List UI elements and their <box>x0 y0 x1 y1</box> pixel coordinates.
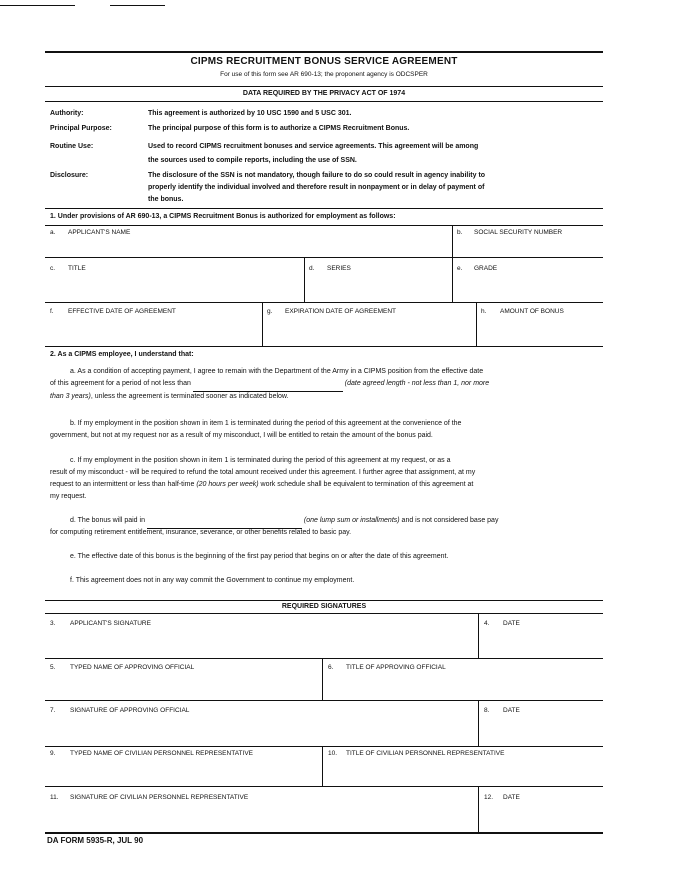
privacy-heading-line <box>45 101 603 102</box>
clause-d-hint: (one lump sum or installments) <box>303 517 400 524</box>
row-line <box>45 786 603 787</box>
cpr-date-label: DATE <box>503 794 520 801</box>
bottom-border <box>45 832 603 834</box>
clause-b-line1: b. If my employment in the position shown in item 1 is terminated during the period of this agreement at the convenience of the <box>70 420 462 427</box>
field-d-letter: d. <box>309 265 315 272</box>
approving-official-title-label: TITLE OF APPROVING OFFICIAL <box>346 664 446 671</box>
field-e-letter: e. <box>457 265 463 272</box>
privacy-top-line <box>45 86 603 87</box>
field-b-letter: b. <box>457 229 463 236</box>
clause-b-line2: government, but not at my request nor as a result of my misconduct, I will be entitled to retain the amount of the bonus paid. <box>50 432 433 439</box>
clause-a-line2 <box>50 378 489 392</box>
approving-official-title-input[interactable] <box>328 676 600 698</box>
privacy-text-disclosure-1: The disclosure of the SSN is not mandatory, though failure to do so could result in agency inability to <box>148 172 486 179</box>
scan-artifact-line <box>110 5 165 6</box>
section1-line <box>45 225 603 226</box>
privacy-heading: DATA REQUIRED BY THE PRIVACY ACT OF 1974 <box>242 90 406 97</box>
clause-a-line3 <box>50 391 289 404</box>
clause-a-text: of this agreement for a period of not less than <box>50 380 191 387</box>
field-f-letter: f. <box>50 308 54 315</box>
signatures-top-line <box>45 600 603 601</box>
effective-date-input[interactable] <box>68 320 258 344</box>
clause-d-text: d. The bonus will paid in <box>70 517 145 524</box>
field-applicant-name-label: APPLICANT'S NAME <box>68 229 131 236</box>
field-4-num: 4. <box>484 620 490 627</box>
field-series-label: SERIES <box>327 265 351 272</box>
clause-a-hint: (date agreed length - not less than 1, nor more <box>344 380 490 387</box>
form-id: DA FORM 5935-R, JUL 90 <box>47 836 144 845</box>
field-title-label: TITLE <box>68 265 86 272</box>
section1-intro: 1. Under provisions of AR 690-13, a CIPMS Recruitment Bonus is authorized for employment as follows: <box>50 213 396 220</box>
privacy-text-disclosure-3: the bonus. <box>148 196 184 203</box>
title-input[interactable] <box>68 278 300 300</box>
approving-official-date-input[interactable] <box>484 719 600 743</box>
grade-input[interactable] <box>457 278 601 300</box>
privacy-text-purpose: The principal purpose of this form is to authorize a CIPMS Recruitment Bonus. <box>148 125 410 132</box>
field-12-num: 12. <box>484 794 494 801</box>
field-expiration-date-label: EXPIRATION DATE OF AGREEMENT <box>285 308 396 315</box>
bonus-amount-input[interactable] <box>481 320 601 344</box>
applicant-signature-input[interactable] <box>70 632 470 656</box>
privacy-label-authority: Authority: <box>50 110 84 117</box>
privacy-label-disclosure: Disclosure: <box>50 172 89 179</box>
clause-e-line1: e. The effective date of this bonus is the beginning of the first pay period that begins on or after the date of this agreement. <box>70 553 449 560</box>
field-7-num: 7. <box>50 707 56 714</box>
row-line <box>45 346 603 347</box>
field-effective-date-label: EFFECTIVE DATE OF AGREEMENT <box>68 308 176 315</box>
cpr-signature-label: SIGNATURE OF CIVILIAN PERSONNEL REPRESENTATIVE <box>70 794 249 801</box>
field-3-num: 3. <box>50 620 56 627</box>
field-5-num: 5. <box>50 664 56 671</box>
approving-official-name-label: TYPED NAME OF APPROVING OFFICIAL <box>70 664 195 671</box>
ssn-input[interactable] <box>457 240 601 256</box>
clause-c-text-2: work schedule shall be equivalent to termination of this agreement at <box>260 481 474 488</box>
form-subtitle: For use of this form see AR 690-13; the proponent agency is ODCSPER <box>220 71 428 78</box>
privacy-label-routine: Routine Use: <box>50 143 94 150</box>
clause-c-text: request to an intermittent or less than half-time <box>50 481 195 488</box>
clause-c-line1: c. If my employment in the position shown in item 1 is terminated during the period of this agreement at my request, or as a <box>70 457 451 464</box>
clause-c-hint: (20 hours per week) <box>196 481 259 488</box>
clause-f-line1: f. This agreement does not in any way commit the Government to continue my employment. <box>70 577 355 584</box>
divider <box>476 302 477 346</box>
field-grade-label: GRADE <box>474 265 498 272</box>
clause-a-line1: a. As a condition of accepting payment, I agree to remain with the Department of the Army in a CIPMS position from the effective date <box>70 368 484 375</box>
approving-official-name-input[interactable] <box>70 676 315 698</box>
row-line <box>45 658 603 659</box>
field-9-num: 9. <box>50 750 56 757</box>
field-ssn-label: SOCIAL SECURITY NUMBER <box>474 229 563 236</box>
expiration-date-input[interactable] <box>267 320 472 344</box>
divider <box>304 257 305 302</box>
privacy-text-routine-2: the sources used to compile reports, including the use of SSN. <box>148 157 357 164</box>
divider <box>478 613 479 658</box>
approving-official-signature-label: SIGNATURE OF APPROVING OFFICIAL <box>70 707 190 714</box>
applicant-date-label: DATE <box>503 620 520 627</box>
cpr-name-input[interactable] <box>70 762 315 784</box>
row-line <box>45 257 603 258</box>
section2-intro: 2. As a CIPMS employee, I understand that: <box>50 351 194 358</box>
clause-d-line2: for computing retirement entitlement, insurance, severance, or other benefits related to basic pay. <box>50 529 352 536</box>
clause-d-text-2: and is not considered base pay <box>401 517 499 524</box>
divider <box>322 746 323 786</box>
clause-c-line2: result of my misconduct - will be required to refund the total amount received under this agreement. I further agree that assignment, at my <box>50 469 476 476</box>
field-11-num: 11. <box>50 794 59 801</box>
field-h-letter: h. <box>481 308 487 315</box>
clause-c-line3 <box>50 479 473 492</box>
field-g-letter: g. <box>267 308 273 315</box>
row-line <box>45 746 603 747</box>
field-10-num: 10. <box>328 750 338 757</box>
privacy-text-authority: This agreement is authorized by 10 USC 1590 and 5 USC 301. <box>148 110 352 117</box>
clause-a-text-3: , unless the agreement is terminated sooner as indicated below. <box>90 393 289 400</box>
field-bonus-amount-label: AMOUNT OF BONUS <box>500 308 564 315</box>
signatures-heading-line <box>45 613 603 614</box>
applicant-name-input[interactable] <box>68 240 450 256</box>
divider <box>478 700 479 746</box>
applicant-signature-label: APPLICANT'S SIGNATURE <box>70 620 151 627</box>
field-c-letter: c. <box>50 265 56 272</box>
privacy-text-disclosure-2: properly identify the individual involved and therefore result in nonpayment or in delay of payment of <box>148 184 485 191</box>
approving-official-signature-input[interactable] <box>70 719 470 743</box>
clause-c-line4: my request. <box>50 493 87 500</box>
applicant-date-input[interactable] <box>484 632 600 656</box>
field-8-num: 8. <box>484 707 490 714</box>
divider <box>452 225 453 257</box>
row-line <box>45 700 603 701</box>
approving-official-date-label: DATE <box>503 707 520 714</box>
cpr-name-label: TYPED NAME OF CIVILIAN PERSONNEL REPRESENTATIVE <box>70 750 253 757</box>
form-title: CIPMS RECRUITMENT BONUS SERVICE AGREEMENT <box>190 56 458 67</box>
row-line <box>45 302 603 303</box>
divider <box>452 257 453 302</box>
top-border <box>45 51 603 53</box>
series-input[interactable] <box>309 278 449 300</box>
field-a-letter: a. <box>50 229 56 236</box>
privacy-text-routine-1: Used to record CIPMS recruitment bonuses and service agreements. This agreement will be among <box>148 143 479 150</box>
scan-artifact-line <box>0 5 75 6</box>
clause-a-hint-2: than 3 years) <box>50 393 91 400</box>
cpr-title-input[interactable] <box>328 762 600 784</box>
agreement-length-input[interactable] <box>193 378 343 392</box>
divider <box>322 658 323 700</box>
cpr-title-label: TITLE OF CIVILIAN PERSONNEL REPRESENTATIVE <box>346 750 505 757</box>
cpr-signature-input[interactable] <box>70 806 470 830</box>
privacy-label-purpose: Principal Purpose: <box>50 125 112 132</box>
divider <box>478 786 479 832</box>
divider <box>262 302 263 346</box>
signatures-heading: REQUIRED SIGNATURES <box>281 603 367 610</box>
privacy-bottom-line <box>45 208 603 209</box>
field-6-num: 6. <box>328 664 334 671</box>
cpr-date-input[interactable] <box>484 806 600 830</box>
